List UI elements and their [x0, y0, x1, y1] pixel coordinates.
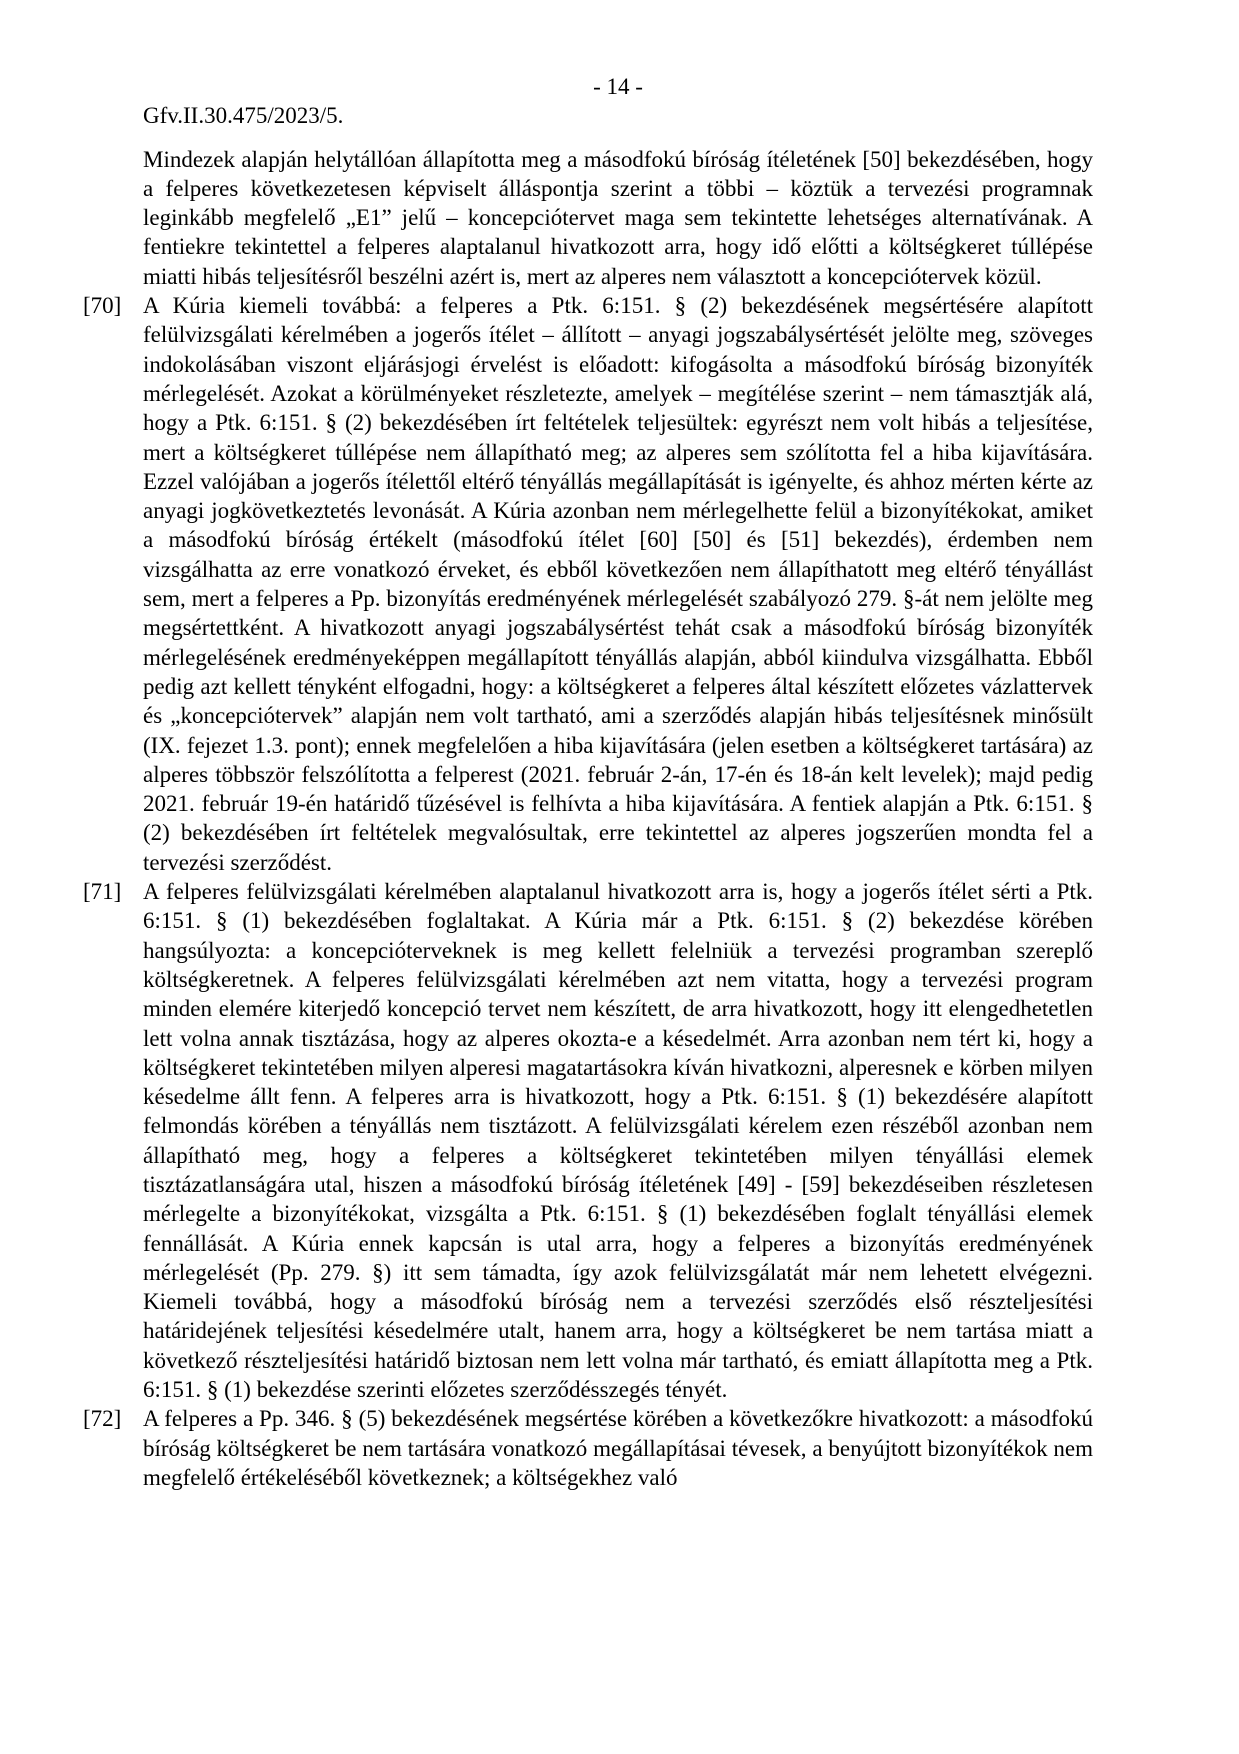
page-content: [83, 72, 1093, 1492]
document-body: [83, 145, 1093, 1493]
paragraph-text: A Kúria kiemeli továbbá: a felperes a Ptk. 6:151. § (2) bekezdésének megsértésére alapított felülvizsgálati kérelmében a jogerős ítélet – állított – anyagi jogszabálysértését jelölte meg, szöveges indokolásában viszont eljárásjogi érvelést is előadott: kifogásolta a másodfokú bíróság bizonyíték mérlegelését. Azokat a körülményeket részletezte, amelyek – megítélése szerint – nem támasztják alá, hogy a Ptk. 6:151. § (2) bekezdésében írt feltételek teljesültek: egyrészt nem volt hibás a teljesítése, mert a költségkeret túllépése nem állapítható meg; az alperes sem szólította fel a hiba kijavítására. Ezzel valójában a jogerős ítélettől eltérő tényállás megállapítását is igényelte, és ahhoz mérten kérte az anyagi jogkövetkeztetés levonását. A Kúria azonban nem mérlegelhette felül a bizonyítékokat, amiket a másodfokú bíróság értékelt (másodfokú ítélet [60] [50] és [51] bekezdés), érdemben nem vizsgálhatta az erre vonatkozó érveket, és ebből következően nem állapíthatott meg eltérő tényállást sem, mert a felperes a Pp. bizonyítás eredményének mérlegelését szabályozó 279. §-át nem jelölte meg megsértettként. A hivatkozott anyagi jogszabálysértést tehát csak a másodfokú bíróság bizonyíték mérlegelésének eredményeképpen megállapított tényállás alapján, abból kiindulva vizsgálhatta. Ebből pedig azt kellett tényként elfogadni, hogy: a költségkeret a felperes által készített előzetes vázlattervek és „koncepciótervek” alapján nem volt tartható, ami a szerződés alapján hibás teljesítésnek minősült (IX. fejezet 1.3. pont); ennek megfelelően a hiba kijavítására (jelen esetben a költségkeret tartására) az alperes többször felszólította a felperest (2021. február 2-án, 17-én és 18-án kelt levelek); majd pedig 2021. február 19-én határidő tűzésével is felhívta a hiba kijavítására. A fentiek alapján a Ptk. 6:151. § (2) bekezdésében írt feltételek megvalósultak, erre tekintettel az alperes jogszerűen mondta fel a tervezési szerződést.: [143, 293, 1093, 875]
paragraph-text: Mindezek alapján helytállóan állapította meg a másodfokú bíróság ítéletének [50] bekezdésében, hogy a felperes következetesen képviselt álláspontja szerint a többi – köztük a tervezési programnak leginkább megfelelő „E1” jelű – koncepciótervet maga sem tekintette lehetséges alternatívának. A fentiekre tekintettel a felperes alaptalanul hivatkozott arra, hogy idő előtti a költségkeret túllépése miatti hibás teljesítésről beszélni azért is, mert az alperes nem választott a koncepciótervek közül.: [143, 146, 1093, 289]
paragraph-marker: [70]: [83, 293, 122, 319]
case-number: Gfv.II.30.475/2023/5.: [143, 103, 344, 129]
paragraph: [83, 877, 1093, 1404]
paragraph-marker: [71]: [83, 879, 122, 905]
paragraph-text: A felperes a Pp. 346. § (5) bekezdésének megsértése körében a következőkre hivatkozott: a másodfokú bíróság költségkeret be nem tartására vonatkozó megállapításai tévesek, a benyújtott bizonyítékok nem megfelelő értékeléséből következnek; a költségekhez való: [143, 1406, 1093, 1490]
page-number: - 14 -: [593, 74, 643, 99]
paragraph-marker: [72]: [83, 1406, 122, 1432]
paragraph: [83, 1404, 1093, 1492]
paragraph-text: A felperes felülvizsgálati kérelmében alaptalanul hivatkozott arra is, hogy a jogerős ítélet sérti a Ptk. 6:151. § (1) bekezdésében foglaltakat. A Kúria már a Ptk. 6:151. § (2) bekezdése körében hangsúlyozta: a koncepcióterveknek is meg kellett felelniük a tervezési programban szereplő költségkeretnek. A felperes felülvizsgálati kérelmében azt nem vitatta, hogy a tervezési program minden elemére kiterjedő koncepció tervet nem készített, de arra hivatkozott, hogy itt elengedhetetlen lett volna annak tisztázása, hogy az alperes okozta-e a késedelmét. Arra azonban nem tért ki, hogy a költségkeret tekintetében milyen alperesi magatartásokra kíván hivatkozni, alperesnek e körben milyen késedelme állt fenn. A felperes arra is hivatkozott, hogy a Ptk. 6:151. § (1) bekezdésére alapított felmondás körében a tényállás nem tisztázott. A felülvizsgálati kérelem ezen részéből azonban nem állapítható meg, hogy a felperes a költségkeret tekintetében milyen tényállási elemek tisztázatlanságára utal, hiszen a másodfokú bíróság ítéletének [49] - [59] bekezdéseiben részletesen mérlegelte a bizonyítékokat, vizsgálta a Ptk. 6:151. § (1) bekezdésében foglalt tényállási elemek fennállását. A Kúria ennek kapcsán is utal arra, hogy a felperes a bizonyítás eredményének mérlegelését (Pp. 279. §) itt sem támadta, így azok felülvizsgálatát már nem lehetett elvégezni. Kiemeli továbbá, hogy a másodfokú bíróság nem a tervezési szerződés első részteljesítési határidejének teljesítési késedelmére utalt, hanem arra, hogy a költségkeret be nem tartása miatt a következő részteljesítési határidő biztosan nem lett volna már tartható, és emiatt állapította meg a Ptk. 6:151. § (1) bekezdése szerinti előzetes szerződésszegés tényét.: [143, 879, 1093, 1403]
paragraph: [143, 145, 1093, 291]
paragraph: [83, 291, 1093, 877]
